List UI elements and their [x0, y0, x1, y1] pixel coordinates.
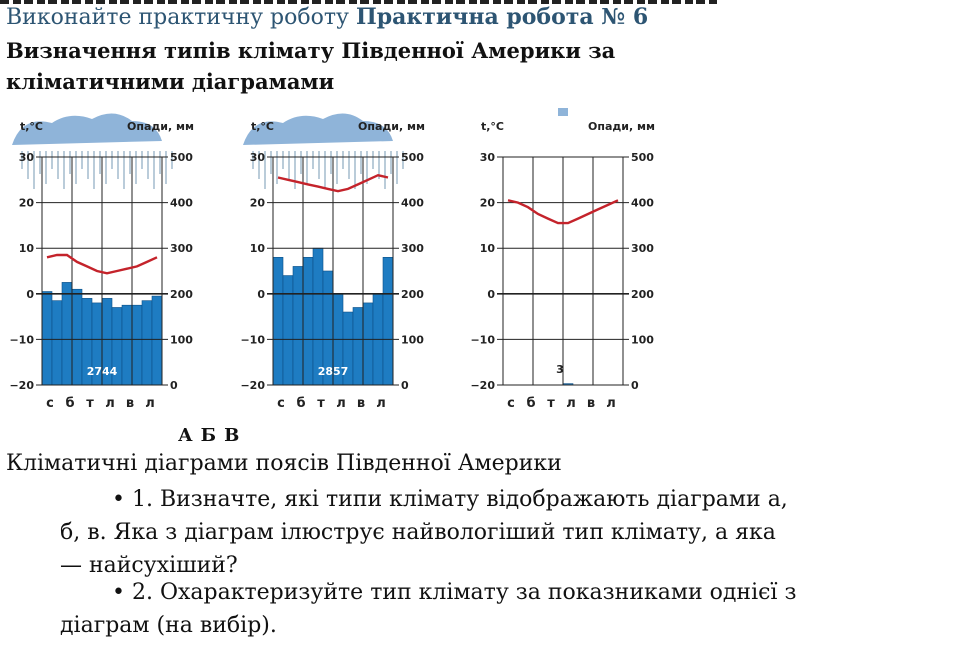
chart-2-precip-tick: 500: [401, 151, 424, 164]
chart-1-month-label: с: [46, 396, 54, 411]
chart-2-precip-bar: [363, 303, 373, 385]
chart-1-precip-tick: 100: [170, 333, 193, 347]
chart-2-precip-tick: 100: [401, 333, 424, 347]
chart-3-precip-axis-label: Опади, мм: [588, 120, 655, 133]
chart-2-temp-tick: 10: [249, 242, 265, 256]
chart-2-month-label: л: [336, 396, 346, 411]
chart-1-precip-bar: [152, 296, 162, 385]
chart-3-annual-total: 3: [556, 363, 564, 376]
question-1: [60, 483, 890, 582]
chart-1-precip-tick: 400: [170, 196, 193, 210]
chart-3-temp-tick: 30: [479, 151, 495, 164]
chart-2-temp-tick: −20: [240, 379, 265, 392]
chart-1-temp-tick: −10: [9, 333, 34, 347]
chart-3-month-label: л: [566, 396, 576, 411]
chart-3-precip-tick: 400: [631, 196, 654, 210]
chart-1-precip-bar: [42, 292, 52, 385]
chart-3-month-label: л: [606, 396, 616, 411]
chart-2-precip-bar: [283, 276, 293, 385]
chart-1-precip-bar: [62, 282, 72, 385]
chart-2-temp-tick: −10: [240, 333, 265, 347]
question-2-line-1: • 2. Охарактеризуйте тип клімату за показниками однієї з: [112, 580, 797, 605]
chart-3-precip-tick: 200: [631, 287, 654, 301]
chart-1-temp-tick: −20: [9, 379, 34, 392]
chart-letters: [178, 425, 247, 446]
chart-letter-v: В: [224, 425, 240, 446]
chart-2-month-label: в: [356, 396, 366, 411]
chart-1-temp-tick: 30: [18, 151, 34, 164]
chart-2-temp-tick: 0: [257, 287, 265, 301]
chart-3-precip-tick: 300: [631, 242, 654, 256]
chart-3-precip-tick: 0: [631, 379, 639, 392]
chart-1-precip-tick: 300: [170, 242, 193, 256]
practical-work-title: Практична робота № 6: [355, 4, 649, 30]
chart-2-precip-bar: [383, 257, 393, 385]
chart-1-precip-tick: 200: [170, 287, 193, 301]
chart-1-temp-tick: 20: [18, 196, 34, 210]
chart-2-precip-tick: 300: [401, 242, 424, 256]
chart-3-month-label: т: [547, 396, 555, 411]
chart-2-month-label: с: [277, 396, 285, 411]
chart-1-annual-total: 2744: [86, 365, 118, 378]
chart-1-month-label: л: [145, 396, 155, 411]
chart-1-temp-tick: 10: [18, 242, 34, 256]
assignment-heading: [6, 4, 648, 30]
chart-1-precip-bar: [122, 305, 132, 385]
chart-1-month-label: в: [125, 396, 135, 411]
chart-2-precip-tick: 0: [401, 379, 409, 392]
chart-2-precip-bar: [353, 307, 363, 385]
chart-1-precip-bar: [52, 301, 62, 385]
question-2: [60, 576, 890, 642]
chart-3-month-label: с: [507, 396, 515, 411]
chart-3-temp-axis-label: t,°С: [481, 120, 505, 133]
chart-1-temp-axis-label: t,°С: [20, 120, 44, 133]
climate-charts-figure: [0, 100, 660, 420]
chart-1-month-label: л: [105, 396, 115, 411]
chart-2-precip-axis-label: Опади, мм: [358, 120, 425, 133]
chart-2-precip-bar: [273, 257, 283, 385]
chart-3-temp-tick: 20: [479, 196, 495, 210]
chart-1-month-label: т: [86, 396, 94, 411]
chart-1-precip-tick: 500: [170, 151, 193, 164]
question-1-line-1: • 1. Визначте, які типи клімату відображають діаграми а,: [112, 487, 788, 512]
chart-3-temp-tick: 10: [479, 242, 495, 256]
chart-1-precip-bar: [72, 289, 82, 385]
chart-1-precip-axis-label: Опади, мм: [127, 120, 194, 133]
chart-3-precip-tick: 100: [631, 333, 654, 347]
chart-2-precip-tick: 200: [401, 287, 424, 301]
chart-2-temp-tick: 30: [249, 151, 265, 164]
page-title: [6, 35, 726, 97]
chart-2-precip-tick: 400: [401, 196, 424, 210]
chart-3-temp-tick: −20: [470, 379, 495, 392]
chart-3-month-label: в: [586, 396, 596, 411]
chart-3-temp-tick: −10: [470, 333, 495, 347]
chart-2-month-label: т: [317, 396, 325, 411]
chart-3-temp-tick: 0: [487, 287, 495, 301]
chart-3-month-label: б: [526, 396, 536, 411]
chart-1-precip-bar: [142, 301, 152, 385]
chart-2-annual-total: 2857: [317, 365, 349, 378]
question-2-line-2: діаграм (на вибір).: [60, 613, 277, 638]
figure-caption: Кліматичні діаграми поясів Південної Америки: [6, 451, 562, 476]
chart-1-month-label: б: [65, 396, 75, 411]
chart-2-month-label: б: [296, 396, 306, 411]
chart-2-month-label: л: [376, 396, 386, 411]
chart-letter-a: А: [178, 425, 193, 446]
chart-3-precip-tick: 500: [631, 151, 654, 164]
title-line-1: Визначення типів клімату Південної Америки за: [6, 38, 616, 63]
climate-charts-svg: [0, 100, 660, 420]
question-1-line-3: — найсухіший?: [60, 553, 238, 578]
chart-1-precip-bar: [132, 305, 142, 385]
chart-3-cloud-icon: [558, 108, 568, 116]
chart-2-precip-bar: [303, 257, 313, 385]
chart-letter-b: Б: [200, 425, 217, 446]
chart-1-precip-tick: 0: [170, 379, 178, 392]
chart-1-temp-tick: 0: [26, 287, 34, 301]
question-1-line-2: б, в. Яка з діаграм ілюструє найвологіший тип клімату, а яка: [60, 520, 776, 545]
chart-2-temp-axis-label: t,°С: [251, 120, 275, 133]
chart-2-precip-bar: [293, 266, 303, 385]
instruction-text: Виконайте практичну роботу: [6, 5, 349, 30]
chart-2-temp-tick: 20: [249, 196, 265, 210]
title-line-2: кліматичними діаграмами: [6, 69, 335, 94]
